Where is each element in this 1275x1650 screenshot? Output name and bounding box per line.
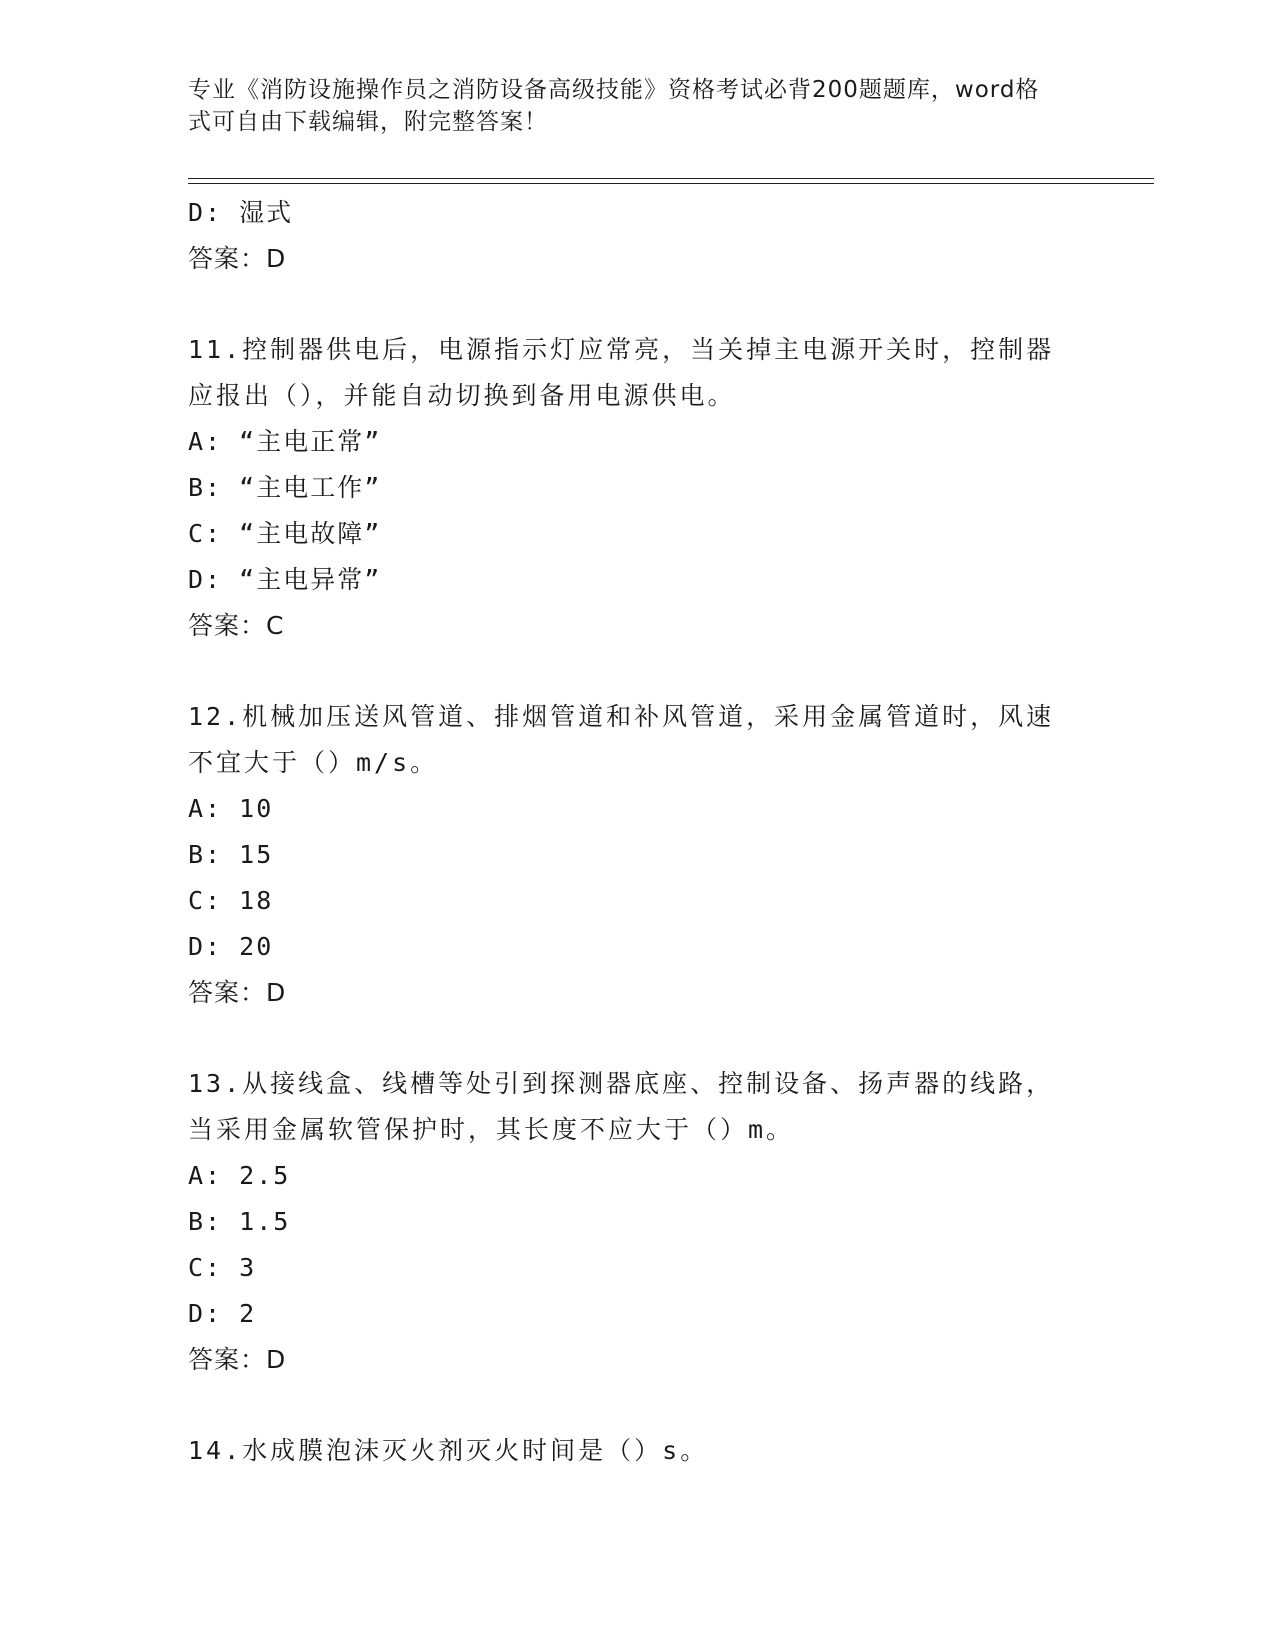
option-a: A: “主电正常” bbox=[188, 427, 382, 456]
question-stem: 13.从接线盒、线槽等处引到探测器底座、控制设备、扬声器的线路， bbox=[188, 1069, 1055, 1098]
question-stem: 当采用金属软管保护时，其长度不应大于（）m。 bbox=[188, 1115, 795, 1144]
header-divider-top bbox=[188, 178, 1154, 179]
option-c: C: “主电故障” bbox=[188, 519, 382, 548]
question-13 bbox=[188, 1061, 1068, 1383]
option-a: A: 10 bbox=[188, 794, 274, 823]
option-c: C: 18 bbox=[188, 886, 274, 915]
option-d: D: 20 bbox=[188, 932, 274, 961]
question-14 bbox=[188, 1428, 1068, 1474]
option-d: D: “主电异常” bbox=[188, 565, 382, 594]
answer: 答案：C bbox=[188, 611, 285, 640]
question-stem: 不宜大于（）m/s。 bbox=[188, 748, 439, 777]
document-body bbox=[188, 190, 1068, 1474]
question-stem: 12.机械加压送风管道、排烟管道和补风管道，采用金属管道时，风速 bbox=[188, 702, 1055, 731]
option-c: C: 3 bbox=[188, 1253, 257, 1282]
question-stem: 11.控制器供电后，电源指示灯应常亮，当关掉主电源开关时，控制器 bbox=[188, 335, 1055, 364]
answer: 答案：D bbox=[188, 244, 287, 273]
option-d: D: 湿式 bbox=[188, 198, 294, 227]
option-b: B: “主电工作” bbox=[188, 473, 382, 502]
question-stem: 应报出（），并能自动切换到备用电源供电。 bbox=[188, 381, 736, 410]
header-line-1: 专业《消防设施操作员之消防设备高级技能》资格考试必背200题题库，word格 bbox=[188, 77, 1040, 103]
document-page bbox=[188, 0, 1148, 1650]
question-12 bbox=[188, 694, 1068, 1016]
answer: 答案：D bbox=[188, 1345, 287, 1374]
document-header bbox=[188, 74, 1068, 138]
header-divider-bottom bbox=[188, 183, 1154, 184]
option-d: D: 2 bbox=[188, 1299, 257, 1328]
option-a: A: 2.5 bbox=[188, 1161, 291, 1190]
answer: 答案：D bbox=[188, 978, 287, 1007]
option-b: B: 1.5 bbox=[188, 1207, 291, 1236]
question-stem: 14.水成膜泡沫灭火剂灭火时间是（）s。 bbox=[188, 1436, 709, 1465]
header-line-2: 式可自由下载编辑，附完整答案！ bbox=[188, 109, 548, 135]
question-11 bbox=[188, 327, 1068, 649]
option-b: B: 15 bbox=[188, 840, 274, 869]
